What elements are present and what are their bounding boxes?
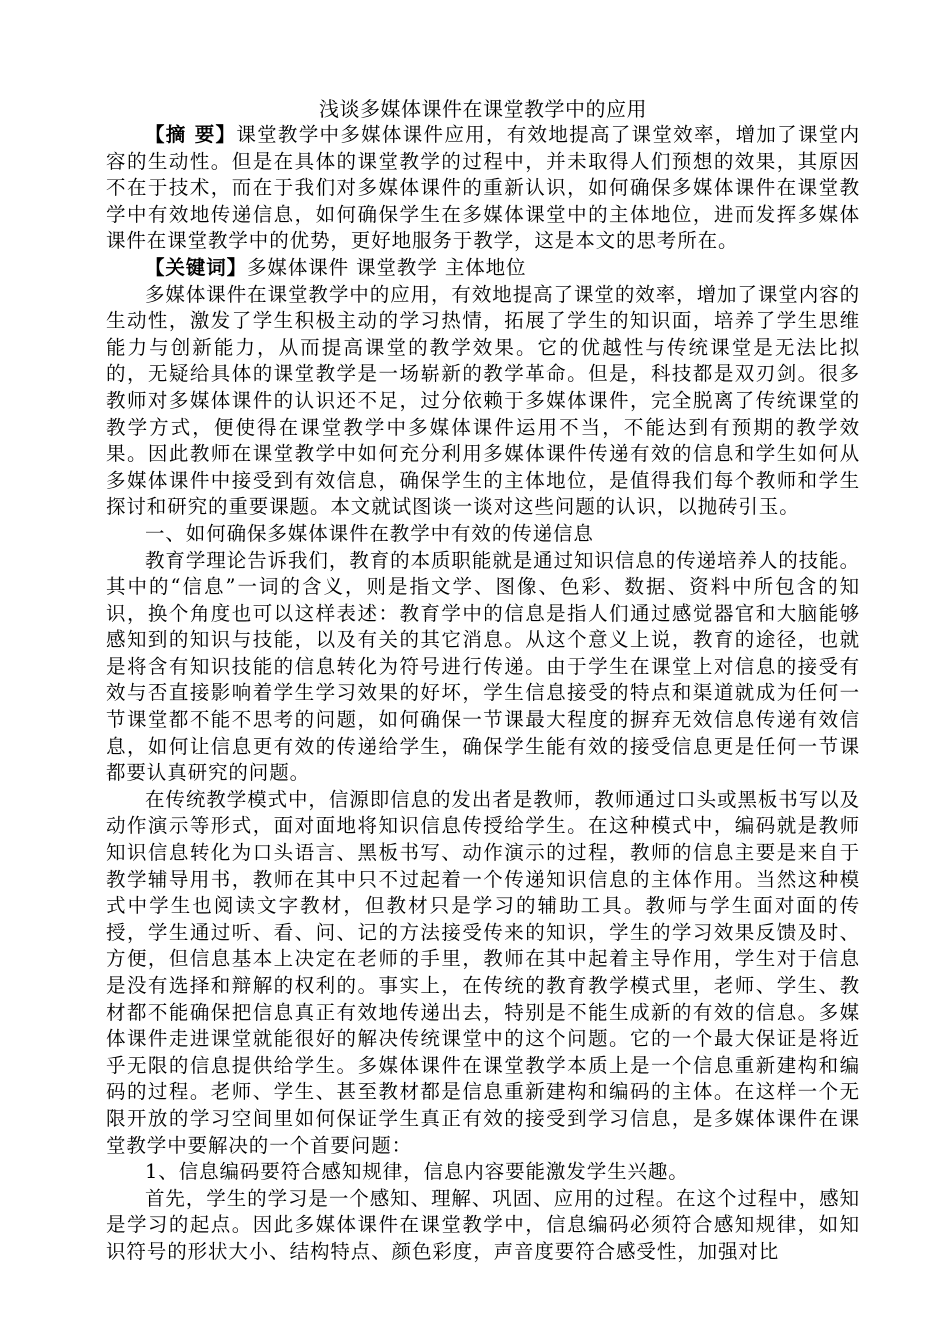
body-paragraph-3: 在传统教学模式中，信源即信息的发出者是教师，教师通过口头或黑板书写以及动作演示等形式，面对面地将知识信息传授给学生。在这种模式中，编码就是教师知识信息转化为口头语言、黑板书写、动作演示的过程，教师的信息主要是来自于教学辅导用书，教师在其中只不过起着一个传递知识信息的主体作用。当然这种模式中学生也阅读文字教材，但教材只是学习的辅助工具。教师与学生面对面的传授，学生通过听、看、问、记的方法接受传来的知识，学生的学习效果反馈及时、方便，但信息基本上决定在老师的手里，教师在其中起着主导作用，学生对于信息是没有选择和辩解的权利的。事实上，在传统的教育教学模式里，老师、学生、教材都不能确保把信息真正有效地传递出去，特别是不能生成新的有效的信息。多媒体课件走进课堂就能很好的解决传统课堂中的这个问题。它的一个最大保证是将近乎无限的信息提供给学生。多媒体课件在课堂教学本质上是一个信息重新建构和编码的过程。老师、学生、甚至教材都是信息重新建构和编码的主体。在这样一个无限开放的学习空间里如何保证学生真正有效的接受到学习信息，是多媒体课件在课堂教学中要解决的一个首要问题： [106,787,860,1157]
subsection-heading-1: 1、信息编码要符合感知规律，信息内容要能激发学生兴趣。 [145,1160,689,1184]
body-paragraph-2: 教育学理论告诉我们，教育的本质职能就是通过知识信息的传递培养人的技能。其中的“信息”一词的含义，则是指文学、图像、色彩、数据、资料中所包含的知识，换个角度也可以这样表述：教育学中的信息是指人们通过感觉器官和大脑能够感知到的知识与技能，以及有关的其它消息。从这个意义上说，教育的途径，也就是将含有知识技能的信息转化为符号进行传递。由于学生在课堂上对信息的接受有效与否直接影响着学生学习效果的好坏，学生信息接受的特点和渠道就成为任何一节课堂都不能不思考的问题，如何确保一节课最大程度的摒弃无效信息传递有效信息，如何让信息更有效的传递给学生，确保学生能有效的接受信息更是任何一节课都要认真研究的问题。 [106,548,860,785]
body-paragraph-1: 多媒体课件在课堂教学中的应用，有效地提高了课堂的效率，增加了课堂内容的生动性，激发了学生积极主动的学习热情，拓展了学生的知识面，培养了学生思维能力与创新能力，从而提高课堂的教学效果。它的优越性与传统课堂是无法比拟的，无疑给具体的课堂教学是一场崭新的教学革命。但是，科技都是双刃剑。很多教师对多媒体课件的认识还不足，过分依赖于多媒体课件，完全脱离了传统课堂的教学方式，便使得在课堂教学中多媒体课件运用不当，不能达到有预期的教学效果。因此教师在课堂教学中如何充分利用多媒体课件传递有效的信息和学生如何从多媒体课件中接受到有效信息，确保学生的主体地位，是值得我们每个教师和学生探讨和研究的重要课题。本文就试图谈一谈对这些问题的认识，以抛砖引玉。 [106,282,860,519]
body-paragraph-4: 首先，学生的学习是一个感知、理解、巩固、应用的过程。在这个过程中，感知是学习的起点。因此多媒体课件在课堂教学中，信息编码必须符合感知规律，如知识符号的形状大小、结构特点、颜色彩度，声音度要符合感受性，加强对比 [106,1186,860,1263]
abstract-paragraph [106,122,860,255]
keywords-paragraph [106,255,860,282]
keywords-label: 【关键词】 [145,255,248,279]
abstract-text: 课堂教学中多媒体课件应用，有效地提高了课堂效率，增加了课堂内容的生动性。但是在具体的课堂教学的过程中，并未取得人们预想的效果，其原因不在于技术，而在于我们对多媒体课件的重新认识，如何确保多媒体课件在课堂教学中有效地传递信息，如何确保学生在多媒体课堂中的主体地位，进而发挥多媒体课件在课堂教学中的优势，更好地服务于教学，这是本文的思考所在。 [106,123,860,253]
document-title: 浅谈多媒体课件在课堂教学中的应用 [319,97,647,121]
document-page [106,96,860,1266]
keywords-text: 多媒体课件 课堂教学 主体地位 [247,255,527,279]
section-heading-1: 一、如何确保多媒体课件在教学中有效的传递信息 [145,521,594,545]
abstract-label: 【摘 要】 [145,123,237,146]
